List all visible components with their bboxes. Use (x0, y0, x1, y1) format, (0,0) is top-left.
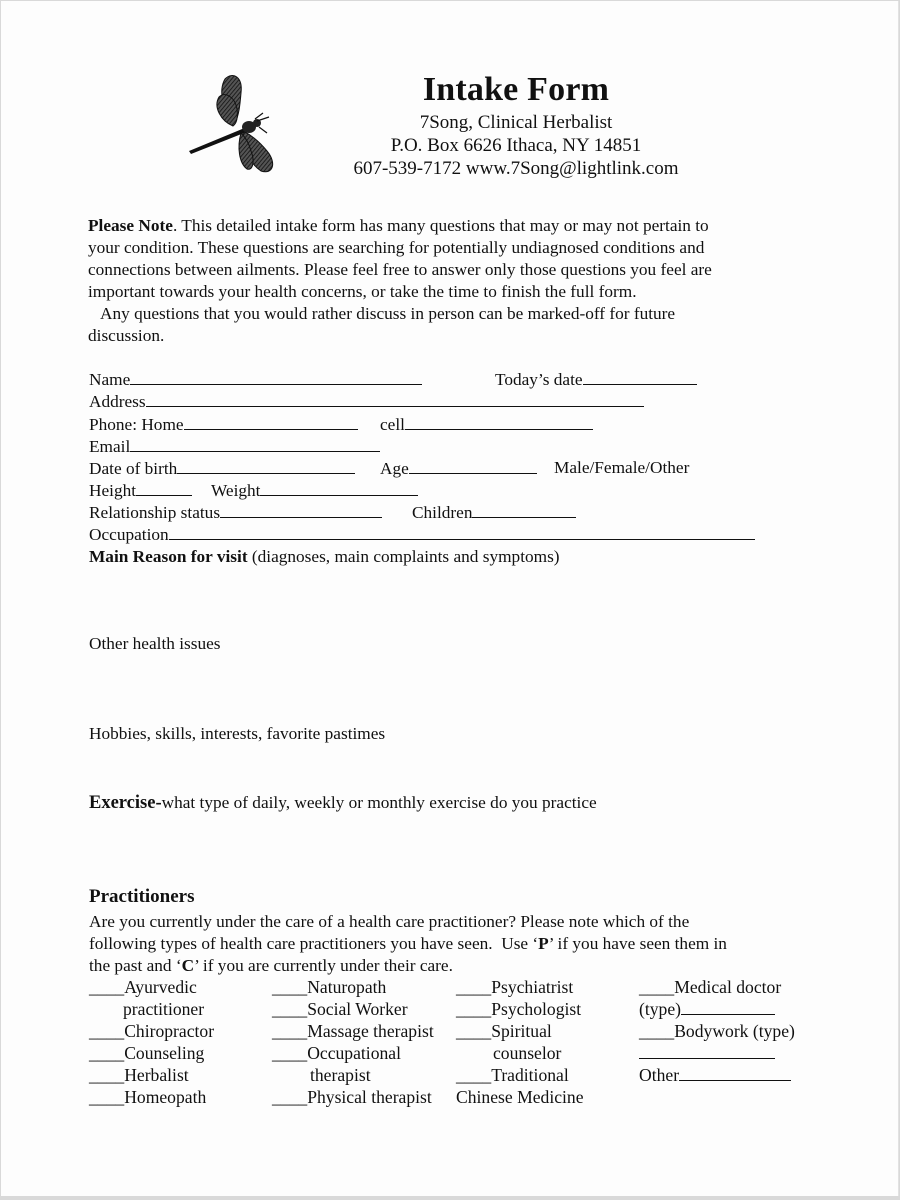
weight-row (211, 480, 418, 501)
todays-date-field[interactable] (583, 369, 697, 385)
other-practitioner-field[interactable] (679, 1065, 791, 1081)
option-traditional[interactable]: ____Traditional (456, 1065, 569, 1085)
email-row (89, 436, 380, 457)
cell-row (380, 414, 593, 435)
practitioner-name: 7Song, Clinical Herbalist (419, 112, 613, 133)
hobbies-answer-area[interactable] (89, 749, 789, 789)
blank-line[interactable]: ____ (89, 1021, 125, 1041)
blank-line[interactable]: ____ (272, 1043, 308, 1063)
document-page (1, 1, 899, 1196)
option-massage-therapist[interactable]: ____Massage therapist (272, 1021, 434, 1041)
option-occupational[interactable]: ____Occupational (272, 1043, 401, 1063)
blank-line[interactable]: ____ (272, 977, 308, 997)
height-row (89, 480, 192, 501)
exercise-answer-area[interactable] (89, 819, 789, 879)
practitioners-heading: Practitioners (89, 886, 195, 907)
height-label: Height (89, 481, 137, 500)
weight-field[interactable] (260, 480, 418, 496)
option-psychiatrist[interactable]: ____Psychiatrist (456, 977, 574, 997)
note-lead: Please Note (88, 216, 173, 235)
option-traditional-cont: Chinese Medicine (456, 1087, 584, 1107)
medical-doctor-type-row: (type) (639, 999, 775, 1020)
exercise-heading: Exercise-what type of daily, weekly or monthly exercise do you practice (89, 793, 597, 813)
blank-line[interactable]: ____ (272, 1087, 308, 1107)
option-spiritual-cont: counselor (493, 1043, 562, 1063)
other-health-answer-area[interactable] (89, 659, 789, 719)
practitioners-intro-2: following types of health care practitioners you have seen. Use ‘P’ if you have seen them in (89, 934, 727, 953)
dob-label: Date of birth (89, 459, 178, 478)
cell-field[interactable] (405, 414, 593, 430)
children-row (412, 502, 576, 523)
age-label: Age (380, 459, 409, 478)
address-label: Address (89, 392, 146, 411)
option-occupational-cont: therapist (310, 1065, 371, 1085)
note-line-2: your condition. These questions are searching for potentially undiagnosed conditions and (88, 238, 705, 257)
todays-date-label: Today’s date (495, 370, 583, 389)
occupation-row (89, 524, 755, 545)
note-line-4: important towards your health concerns, or take the time to finish the full form. (88, 282, 637, 301)
blank-line[interactable]: ____ (639, 977, 675, 997)
bodywork-type-row (639, 1043, 775, 1064)
age-row (380, 458, 537, 479)
age-field[interactable] (409, 458, 537, 474)
address-row (89, 391, 644, 412)
blank-line[interactable]: ____ (272, 1021, 308, 1041)
todays-date-row (495, 369, 697, 390)
cell-label: cell (380, 415, 405, 434)
practitioners-intro-1: Are you currently under the care of a health care practitioner? Please note which of the (89, 912, 690, 931)
blank-line[interactable]: ____ (456, 977, 492, 997)
option-social-worker[interactable]: ____Social Worker (272, 999, 408, 1019)
hobbies-heading: Hobbies, skills, interests, favorite pastimes (89, 724, 386, 743)
phone-home-field[interactable] (184, 414, 358, 430)
name-field[interactable] (130, 369, 422, 385)
option-physical-therapist[interactable]: ____Physical therapist (272, 1087, 432, 1107)
name-row (89, 369, 422, 390)
note-line-5: Any questions that you would rather discuss in person can be marked-off for future (88, 304, 676, 323)
address-field[interactable] (146, 391, 644, 407)
phone-home-label: Phone: Home (89, 415, 184, 434)
other-practitioner-row: Other (639, 1065, 791, 1086)
name-label: Name (89, 370, 131, 389)
option-chiropractor[interactable]: ____Chiropractor (89, 1021, 215, 1041)
children-label: Children (412, 503, 473, 522)
note-line-3: connections between ailments. Please feel free to answer only those questions you feel are (88, 260, 712, 279)
option-ayurvedic[interactable]: ____Ayurvedic (89, 977, 197, 997)
relationship-label: Relationship status (89, 503, 221, 522)
main-reason-answer-area[interactable] (89, 571, 789, 631)
occupation-field[interactable] (169, 524, 755, 540)
option-ayurvedic-cont: practitioner (123, 999, 205, 1019)
weight-label: Weight (211, 481, 261, 500)
blank-line[interactable]: ____ (456, 999, 492, 1019)
blank-line[interactable]: ____ (456, 1065, 492, 1085)
blank-line[interactable]: ____ (89, 1043, 125, 1063)
email-field[interactable] (130, 436, 380, 452)
phone-row (89, 414, 358, 435)
blank-line[interactable]: ____ (89, 1065, 125, 1085)
bodywork-type-field[interactable] (639, 1043, 775, 1059)
option-bodywork[interactable]: ____Bodywork (type) (639, 1021, 795, 1041)
dob-field[interactable] (177, 458, 355, 474)
children-field[interactable] (472, 502, 576, 518)
occupation-label: Occupation (89, 525, 169, 544)
blank-line[interactable]: ____ (89, 1087, 125, 1107)
blank-line[interactable]: ____ (89, 977, 125, 997)
email-label: Email (89, 437, 131, 456)
relationship-row (89, 502, 382, 523)
gender-option[interactable]: Male/Female/Other (554, 458, 690, 477)
note-line-1: Please Note. This detailed intake form has many questions that may or may not pertain to (88, 216, 709, 235)
medical-doctor-type-field[interactable] (681, 999, 775, 1015)
option-spiritual[interactable]: ____Spiritual (456, 1021, 552, 1041)
dob-row (89, 458, 355, 479)
option-psychologist[interactable]: ____Psychologist (456, 999, 582, 1019)
form-title: Intake Form (422, 71, 610, 108)
option-naturopath[interactable]: ____Naturopath (272, 977, 387, 997)
height-field[interactable] (136, 480, 192, 496)
mailing-address: P.O. Box 6626 Ithaca, NY 14851 (390, 135, 642, 156)
option-homeopath[interactable]: ____Homeopath (89, 1087, 207, 1107)
contact-info: 607-539-7172 www.7Song@lightlink.com (353, 158, 679, 179)
blank-line[interactable]: ____ (456, 1021, 492, 1041)
blank-line[interactable]: ____ (272, 999, 308, 1019)
option-herbalist[interactable]: ____Herbalist (89, 1065, 189, 1085)
practitioners-intro-3: the past and ‘C’ if you are currently under their care. (89, 956, 453, 975)
main-reason-heading: Main Reason for visit (diagnoses, main complaints and symptoms) (89, 547, 560, 566)
note-line-6: discussion. (88, 326, 165, 345)
blank-line[interactable]: ____ (639, 1021, 675, 1041)
other-health-heading: Other health issues (89, 634, 221, 653)
option-counseling[interactable]: ____Counseling (89, 1043, 205, 1063)
relationship-field[interactable] (220, 502, 382, 518)
option-medical-doctor[interactable]: ____Medical doctor (639, 977, 782, 997)
